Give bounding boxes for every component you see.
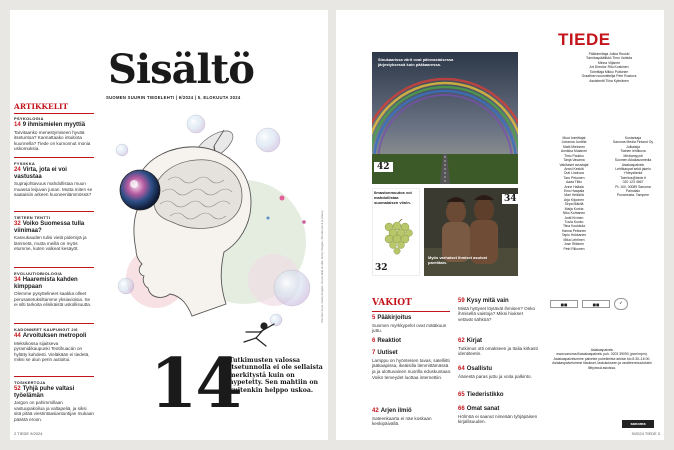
right-page: [336, 10, 664, 440]
article-category: KADONNEET KAUPUNGIT 2/6: [14, 327, 78, 332]
page-folio: 2 TIEDE 9/2024: [14, 431, 43, 436]
item-number: 42: [372, 408, 379, 414]
head-brain-illustration: [96, 110, 328, 350]
item-description: Tutkimus otti omakseen ja Italia kirkasti identiteetin.: [458, 345, 538, 357]
certification-logo: ◼◼: [582, 300, 610, 308]
item-description: Sateenkaarta ei näe koskaan keskipäivällä.: [372, 415, 432, 427]
item-description: Hölmöä ei saanut nimeään tyhjäpäisen kirjallisuuden.: [458, 413, 538, 425]
item-heading: Reaktiot: [377, 338, 402, 344]
article-number: 52: [14, 386, 21, 392]
item-heading: Uutiset: [377, 350, 398, 356]
item-heading: Osallistu: [466, 366, 493, 372]
photo-caption: Myös varhaiset ihmiset asuivat pareittain.: [428, 255, 487, 265]
article-heading: Virta, jota ei voi vastustaa: [14, 167, 67, 180]
article-item[interactable]: [14, 116, 94, 152]
article-number: 32: [14, 221, 21, 227]
article-item[interactable]: [14, 327, 94, 363]
page-folio: 9/2024 TIEDE 3: [631, 431, 660, 436]
item-number: 5: [372, 315, 376, 321]
masthead-editors: Päätoimittaja Jukka Ruukki Toimituspäällikkö Timo Vahtola Minna Viljanen Art Director Ritu Koskinen Toimittaja Mikko Puttonen Graafinen suunnittelija Petri Rostovs Assistentti Tiina Kylmänen: [581, 52, 637, 83]
item-number: 62: [458, 338, 465, 344]
regular-item[interactable]: [372, 350, 452, 380]
article-divider: [14, 376, 94, 377]
article-description: Suprajohtavuus mahdollistaa muun muassa leijuvan junan. Mutta miten se saataisiin arkeen huoneenlämmössä?: [14, 181, 93, 198]
article-item[interactable]: [14, 380, 94, 423]
magazine-subtitle: SUOMEN SUURIN TIEDELEHTI | 9/2024 | 5. ELOKUUTA 2024: [106, 95, 241, 100]
item-number: 6: [372, 338, 376, 344]
item-description: Mistä hyttyset löytävät ihmisen? Onko ihmisellä vaistoja? Miksi hiukset vetävät sähköä?: [458, 305, 536, 323]
sanoma-logo: sanoma: [622, 420, 654, 428]
pink-dot: [280, 196, 285, 201]
item-heading: Omat sanat: [466, 406, 500, 412]
bubble: [118, 278, 134, 294]
masthead-publisher: Kustantaja Sanoma Media Finland Oy Julkaisija Tiainen lehtikuva Mediamyynti Suomen Aikakausmedia Asiakaspalvelu Lehtikaupat sekä jakelu Yhteystiedot Toimitus@tiede.fi 020 123 4567 PL 100, 00089 Sanoma Painotalo Punamusta, Tampere: [612, 136, 654, 198]
photo-page-number: 42: [374, 162, 393, 172]
item-heading: Arjen ilmiö: [380, 408, 412, 414]
certification-logo: ◼◼: [550, 300, 578, 308]
article-divider: [14, 157, 94, 158]
article-heading: Voiko Suomessa tulla viinimaa?: [14, 221, 85, 234]
blue-dot: [267, 217, 270, 220]
article-number: 14: [14, 122, 21, 128]
dancer-figure: [244, 323, 274, 346]
regular-item[interactable]: [458, 392, 538, 399]
article-category: PSYKOLOGIA: [14, 116, 44, 121]
article-description: Meksikossa sijaitseva pyramidikaupunki Teotihuacán on hylätty kahdesti. Vieläkään ei tiedetä, miksi se alun perin autioitui.: [14, 340, 90, 363]
article-heading: Haaremista kahden kimppaan: [14, 277, 78, 290]
item-description: Lamppu on hyönteisen tavas, satelliitti jääkaapissa, ikeäisilla lämmittämässä ja ja ulottuvainen nuorilla eduskuntaan. Voiko terveydet luottaa internettiin.: [372, 357, 452, 380]
rainbow-image: [372, 52, 518, 184]
article-description: Tarvitaanko menestymiseen hyvää itsetuntoa? Kannattaako intuitiota kuunnella? Tiede on kumonnut monia uskomuksia.: [14, 129, 91, 152]
section-heading-articles: ARTIKKELIT: [14, 102, 69, 111]
photo-page-number: 34: [504, 194, 517, 204]
brand-logo: TIEDE: [558, 30, 611, 49]
article-description: Olemme pysyttelineet saakka olleet perusasetuksiltamme yksiavioisia. Se ei silti tarkoita elinikäistä uskollisuutta.: [14, 291, 92, 308]
eye-bubble: [120, 170, 160, 210]
item-heading: Tiederistikko: [466, 392, 504, 398]
article-description: Jargon on pahimmillaan vastuupakoilua ja valtapeliä, ja siksi sitä pitää viestintäasiantuntijan mukaan päästä eroon.: [14, 400, 94, 422]
feature-text: Tutkimusten valossa itsetunnolla ei ole sellaista merkitystä kuin on hypetetty. Sen mahtiin on kuitenkin helppo uskoa.: [229, 357, 323, 394]
bubble: [270, 314, 282, 326]
photo-credit: Kannen kuva: Getty Images. Kuvat tällä sivulla: Getty Images, Shutterstock ja Alamy.: [320, 210, 324, 323]
item-number: 7: [372, 350, 376, 356]
grapes-photo[interactable]: [372, 188, 420, 276]
item-description: Äänestä paras juttu ja voita palkinto.: [458, 373, 532, 379]
article-heading: Arvoituksen metropoli: [22, 333, 87, 339]
article-number: 24: [14, 167, 21, 173]
article-heading: Tyhjä puhe valtasi työelämän: [14, 386, 75, 399]
article-category: TOSIKERTOJA: [14, 380, 46, 385]
item-heading: Pääkirjoitus: [377, 315, 412, 321]
item-number: 59: [458, 298, 465, 304]
item-heading: Kirjat: [466, 338, 483, 344]
article-item[interactable]: [14, 271, 94, 308]
item-number: 66: [458, 406, 465, 412]
article-heading: 9 ihmismielen myyttiä: [22, 122, 86, 128]
bubble: [187, 115, 205, 133]
photo-caption: Sinukaarissa värit ovat päinvastaisessa järjestyksessä kuin pääkaaressa.: [378, 57, 454, 67]
left-page: [10, 10, 328, 440]
regular-item[interactable]: [458, 406, 538, 425]
article-number: 34: [14, 277, 21, 283]
article-description: Kasvukauden tulisi vielä pidentyä ja lämmetä, mutta meillä on myös etumme, kuten valkeat kesäyöt.: [14, 235, 87, 252]
article-category: EVOLUUTIOBIOLOGIA: [14, 271, 63, 276]
bubble: [256, 128, 280, 152]
regular-item[interactable]: [372, 408, 452, 427]
regular-item[interactable]: [372, 338, 452, 345]
item-number: 65: [458, 392, 465, 398]
photo-page-number: 32: [375, 263, 388, 273]
regular-item[interactable]: [458, 366, 538, 379]
regular-item[interactable]: [458, 298, 538, 323]
article-item[interactable]: [14, 215, 94, 252]
grapes-icon: [379, 219, 417, 255]
regular-item[interactable]: [458, 338, 538, 357]
article-divider: [14, 267, 94, 268]
item-heading: Kysy mitä vain: [466, 298, 509, 304]
article-number: 44: [14, 333, 21, 339]
photo-caption: Ilmastonmuutos voi mahdollistaa suomalaisen viinin.: [374, 190, 412, 205]
masthead-contributors: Muut toimittajat Johanna Junttila Matti Mielonen Annikka Mutanen Timo Paukku Tanja Vasama Vakituiset avustajat Anssi Keskiä Outi Lindroos Taru Pekonen Aada Tiitto Anne Hallala Eino Haapala Mari Heikkilä Arja Kilponen Sirpa Mäkilä Maija Korkia Niko Kohtanen Antti Kivinen Tuula Kouko Tiina Koukkula Hanna Peltonen Tapio Hukkanen Mika Lehtinen Jose Riikinen Petri Riikonen: [559, 136, 589, 251]
item-number: 64: [458, 366, 465, 372]
article-divider: [14, 323, 94, 324]
bubble: [116, 144, 128, 156]
masthead-customer-service: Asiakaspalvelu www.sanoma.fi/asiakaspalvelu puh. 0203 39090 (pvm/mpm). Asiakaspalvelumme palvelee puhelimitse arkisin klo 8.30–16.00. Asiakaspalvelumme tilaukset, laskutukseen ja osoitteenmuutoksiin liittyvissä asioissa.: [552, 348, 652, 370]
page-title: Sisältö: [108, 46, 254, 93]
article-divider: [14, 211, 94, 212]
regular-item[interactable]: [372, 315, 452, 334]
pink-dot: [302, 220, 306, 224]
section-rule: [372, 311, 450, 312]
early-humans-photo[interactable]: [424, 188, 518, 276]
section-rule: [14, 113, 94, 114]
article-category: TIETEEN TENTTI: [14, 215, 51, 220]
section-heading-vakiot: VAKIOT: [372, 298, 412, 308]
item-description: Suomen myrkkypelot ovat mätäkuun juttu.: [372, 322, 447, 334]
bubble: [274, 270, 310, 306]
article-item[interactable]: [14, 161, 94, 198]
rainbow-photo[interactable]: [372, 52, 518, 184]
certification-logo: ✓: [614, 298, 628, 310]
article-category: FYSIIKKA: [14, 161, 36, 166]
feature-page-number: 14: [150, 344, 241, 424]
